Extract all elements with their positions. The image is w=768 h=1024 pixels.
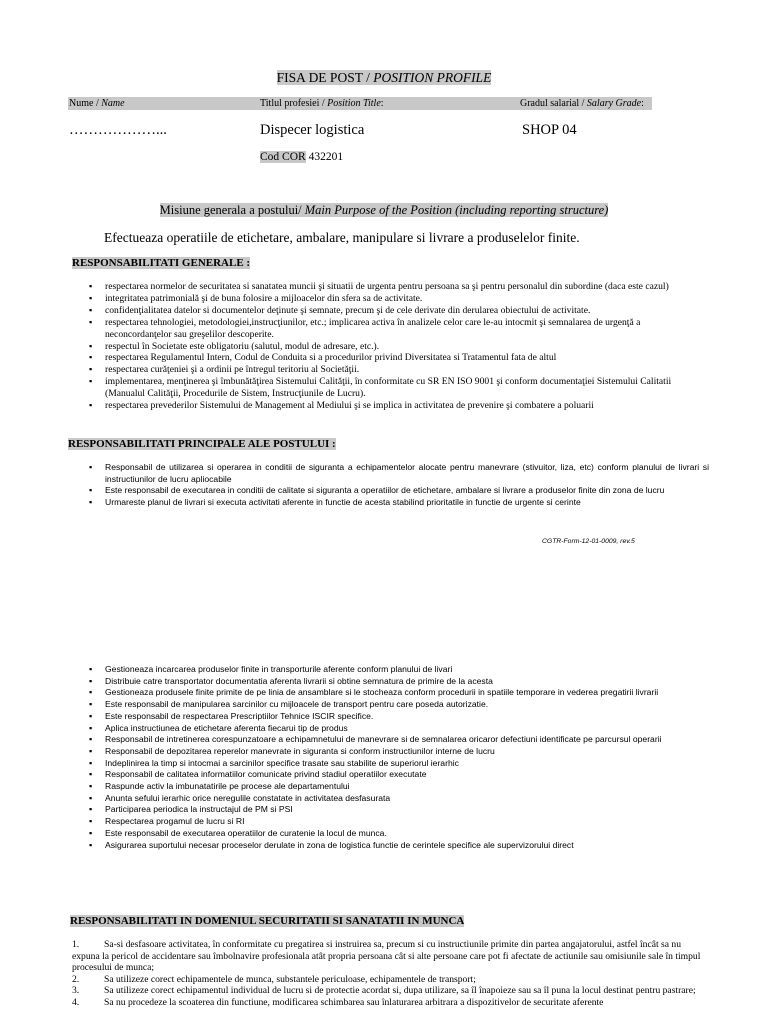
job-title-value: Dispecer logistica bbox=[260, 122, 365, 138]
list-item: ▪ respectarea tehnologiei, metodologiei,instrucţiunilor, etc.; implicarea activa în analizele celor care le-au intocmit şi semnalarea de urgenţă a neconcordanţelor sau greşelilor descoperite. bbox=[89, 317, 709, 341]
mission-heading bbox=[0, 203, 768, 218]
document-title bbox=[0, 70, 768, 86]
list-item: ▪ implementarea, menţinerea şi îmbunătăţirea Sistemului Calităţii, în conformitate cu SR EN ISO 9001 şi conform documentaţiei Sistemului Calitatii (Manualul Calităţii, Procedurile de Sistem, Instrucţiunile de Lucru). bbox=[89, 376, 709, 400]
mission-heading-highlight bbox=[160, 203, 609, 217]
principal-responsibilities-list-page1 bbox=[89, 462, 709, 509]
job-title-label-ro: Titlul profesiei / bbox=[260, 98, 328, 109]
principal-heading-text: RESPONSABILITATI PRINCIPALE ALE POSTULUI : bbox=[68, 438, 336, 450]
list-item bbox=[72, 974, 702, 986]
ssm-responsibilities-list bbox=[72, 939, 702, 1009]
list-item: ▪ Responsabil de depozitarea reperelor manevrate in siguranta si conform instructiunilor interne de lucru bbox=[89, 746, 709, 758]
salary-grade-value: SHOP 04 bbox=[522, 122, 577, 138]
salary-label-ro: Gradul salarial / bbox=[520, 98, 587, 109]
list-item: ▪ respectarea prevederilor Sistemului de Management al Mediului şi se implica in activitatea de prevenire şi combatere a poluarii bbox=[89, 400, 709, 412]
mission-text bbox=[104, 230, 580, 246]
list-item: ▪ Este responsabil de manipularea sarcinilor cu mijloacele de transport pentru care poseda autorizatie. bbox=[89, 699, 709, 711]
list-item: ▪ respectarea normelor de securitatea si sanatatea muncii şi situatii de urgenta pentru persoana sa şi pentru personalul din subordine (daca este cazul) bbox=[89, 281, 709, 293]
job-title-label bbox=[260, 98, 384, 110]
salary-grade-label bbox=[520, 98, 644, 110]
list-item-number: 1. bbox=[72, 939, 80, 950]
list-item-text: Sa nu procedeze la scoaterea din functiune, modificarea schimbarea sau înlaturarea arbitrara a dispozitivelor de securitate aferente bbox=[104, 996, 604, 1008]
principal-responsibilities-list-page2 bbox=[89, 664, 709, 851]
list-item: ▪ Responsabil de utilizarea si operarea in conditii de siguranta a echipamentelor alocate pentru manevrare (stivuitor, liza, etc) conform planului de livrari si instructiunilor de lucru apliocabile bbox=[89, 462, 709, 485]
general-responsibilities-heading bbox=[72, 257, 250, 269]
list-item: ▪ Gestioneaza produsele finite primite de pe linia de ansamblare si le stocheaza conform procedurii in spatiile temporare in vederea pregatirii livrarii bbox=[89, 687, 709, 699]
list-item: ▪ respectul în Societate este obligatoriu (salutul, modul de adresare, etc.). bbox=[89, 341, 709, 353]
job-title-label-en: Position Title bbox=[327, 98, 381, 109]
salary-label-colon: : bbox=[641, 98, 644, 109]
name-label bbox=[69, 98, 125, 110]
name-label-ro: Nume / bbox=[69, 98, 102, 109]
list-item bbox=[72, 997, 702, 1009]
ssm-heading-text: RESPONSABILITATI IN DOMENIUL SECURITATII SI SANATATII IN MUNCA bbox=[70, 915, 465, 927]
list-item: ▪ Raspunde activ la imbunatatirile pe procese ale departamentului bbox=[89, 781, 709, 793]
list-item: ▪ Gestioneaza incarcarea produselor finite in transporturile aferente conform planului de livari bbox=[89, 664, 709, 676]
list-item: ▪ Indeplinirea la timp si intocmai a sarcinilor specifice trasate sau stabilite de superiorul ierarhic bbox=[89, 758, 709, 770]
document-title-highlight bbox=[277, 70, 492, 85]
list-item: ▪ respectarea curăţeniei şi a ordinii pe întregul teritoriu al Societăţii. bbox=[89, 364, 709, 376]
list-item: ▪ integritatea patrimonială şi de buna folosire a mijloacelor din sfera sa de activitate. bbox=[89, 293, 709, 305]
cod-cor-label: Cod COR bbox=[260, 151, 306, 163]
list-item: ▪ confidenţialitatea datelor si documentelor deţinute şi semnate, precum şi de cele derivate din derularea obiectului de activitate. bbox=[89, 305, 709, 317]
mission-heading-italic: Main Purpose of the Position (including reporting structure) bbox=[304, 203, 609, 217]
list-item-text: Sa utilizeze corect echipamentele de munca, substantele periculoase, echipamentele de transport; bbox=[104, 973, 476, 985]
list-item: ▪ Respectarea progamul de lucru si RI bbox=[89, 816, 709, 828]
mission-text-end: . bbox=[576, 230, 580, 245]
list-item: ▪ Este responsabil de respectarea Prescriptiilor Tehnice ISCIR specifice. bbox=[89, 711, 709, 723]
name-value: ………………... bbox=[69, 122, 167, 138]
list-item-number: 3. bbox=[72, 985, 80, 997]
mission-text-body: Efectueaza operatiile de etichetare, ambalare, manipulare si livrare a produselelor finite bbox=[104, 230, 577, 245]
list-item: ▪ Responsabil de intretinerea corespunzatoare a echipamnetului de manevrare si de semnalarea oricaror defectiuni identificate pe parcursul operarii bbox=[89, 734, 709, 746]
form-reference: CGTR-Form-12-01-0009, rev.5 bbox=[542, 538, 635, 545]
salary-label-en: Salary Grade bbox=[586, 98, 642, 109]
list-item: ▪ respectarea Regulamentul Intern, Codul de Conduita si a procedurilor privind Diversitatea si Tratamentul fata de altul bbox=[89, 352, 709, 364]
list-item-number: 4. bbox=[72, 996, 80, 1008]
general-responsibilities-list bbox=[89, 281, 709, 412]
cod-cor-value: 432201 bbox=[305, 151, 344, 163]
general-heading-text: RESPONSABILITATI GENERALE : bbox=[72, 257, 251, 269]
principal-responsibilities-heading bbox=[68, 438, 336, 450]
list-item: ▪ Distribuie catre transportator documentatia aferenta livrarii si obtine semnatura de primire de la acesta bbox=[89, 676, 709, 688]
list-item: ▪ Asigurarea suportului necesar proceselor derulate in zona de logistica functie de cerintele specifice ale supervizorului direct bbox=[89, 840, 709, 852]
mission-heading-plain: Misiune generala a postului/ bbox=[159, 203, 305, 217]
list-item bbox=[72, 985, 702, 997]
title-italic: POSITION PROFILE bbox=[373, 70, 492, 85]
job-title-label-colon: : bbox=[380, 98, 384, 109]
list-item: ▪ Participarea periodica la instructajul de PM si PSI bbox=[89, 804, 709, 816]
list-item: ▪ Este responsabil de executarea operatiilor de curatenie la locul de munca. bbox=[89, 828, 709, 840]
list-item bbox=[72, 939, 702, 974]
list-item-number: 2. bbox=[72, 973, 80, 985]
list-item: ▪ Urmareste planul de livrari si executa activitati aferente in functie de acesta stabilind prioritatile in functie de urgente si cerinte bbox=[89, 497, 709, 509]
list-item-text: Sa-si desfasoare activitatea, în conformitate cu pregatirea si instruirea sa, precum si cu instructiunile primite din partea angajatorului, astfel încât sa nu expuna la pericol de accidentare sau îmbolnavire profesionala atât propria persoana cât si alte persoane care pot fi afectate de actiunile sau omisiunile sale în timpul procesului de munca; bbox=[72, 939, 701, 974]
list-item: ▪ Este responsabil de executarea in conditii de calitate si siguranta a operatiilor de etichetare, ambalare si livrare a produselor finite din zona de lucru bbox=[89, 485, 709, 497]
name-label-en: Name bbox=[101, 98, 125, 109]
cod-cor bbox=[260, 151, 343, 163]
list-item: ▪ Anunta sefului ierarhic orice neregulile constatate in activitatea desfasurata bbox=[89, 793, 709, 805]
list-item: ▪ Responsabil de calitatea informatiilor comunicate privind stadiul operatiilor executate bbox=[89, 769, 709, 781]
list-item: ▪ Aplica instructiunea de etichetare aferenta fiecarui tip de produs bbox=[89, 723, 709, 735]
title-plain: FISA DE POST / bbox=[276, 70, 374, 85]
ssm-responsibilities-heading bbox=[70, 915, 464, 927]
list-item-text: Sa utilizeze corect echipamentul individual de lucru si de protectie acordat si, dupa utilizare, sa îl înapoieze sau sa îl puna la locul destinat pentru pastrare; bbox=[104, 985, 696, 997]
